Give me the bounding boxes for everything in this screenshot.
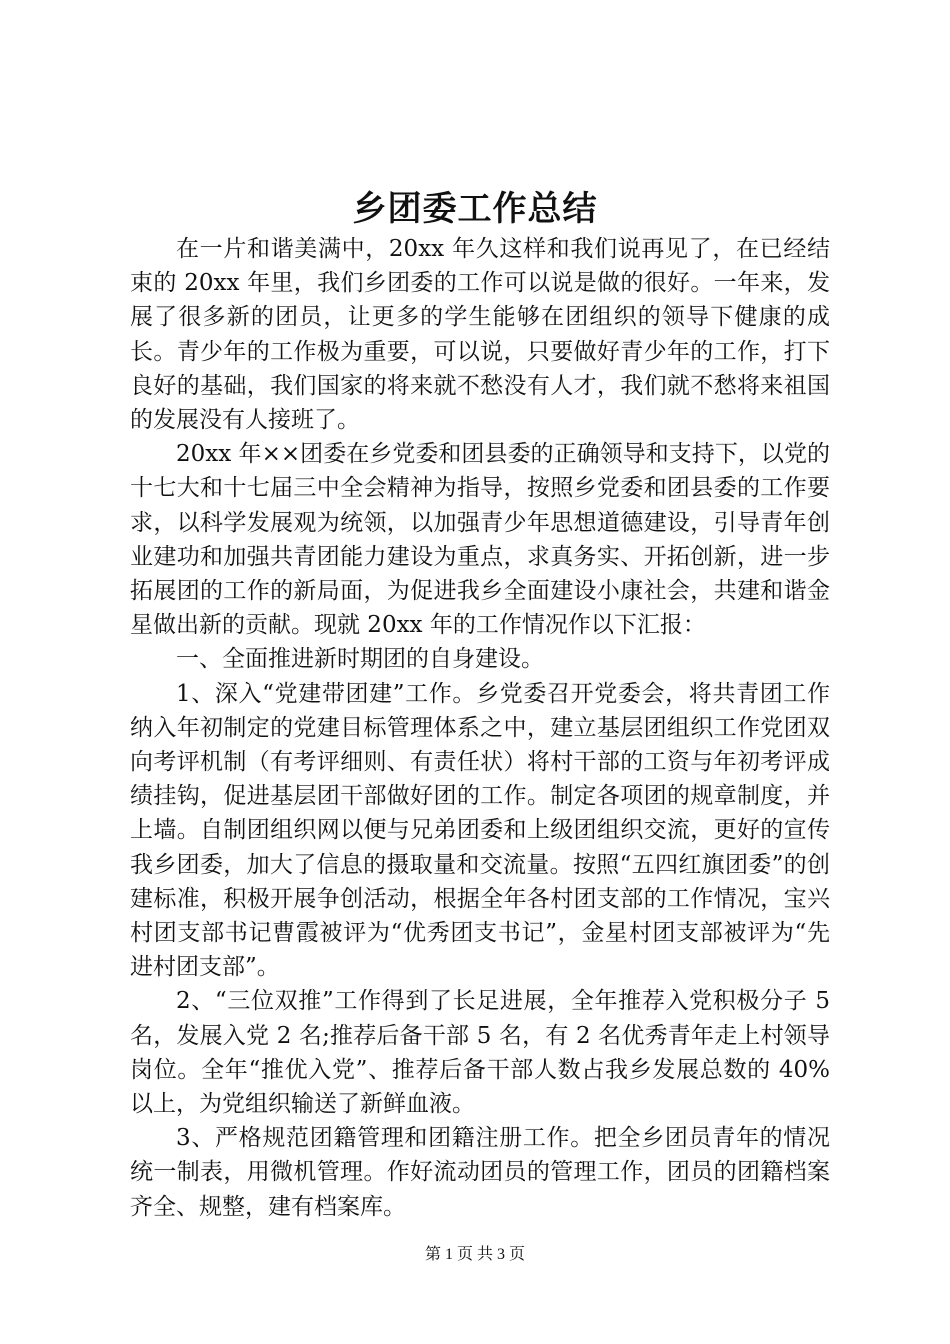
- document-title: 乡团委工作总结: [352, 189, 598, 229]
- paragraph-overview: 20xx 年××团委在乡党委和团县委的正确领导和支持下，以党的十七大和十七届三中全会精神为指导，按照乡党委和团县委的工作要求，以科学发展观为统领，以加强青少年思想道德建设，引导青年创业建功和加强共青团能力建设为重点，求真务实、开拓创新，进一步拓展团的工作的新局面，为促进我乡全面建设小康社会，共建和谐金星做出新的贡献。现就 20xx 年的工作情况作以下汇报：: [130, 441, 830, 639]
- paragraph-item-1: 1、深入“党建带团建”工作。乡党委召开党委会，将共青团工作纳入年初制定的党建目标管理体系之中，建立基层团组织工作党团双向考评机制（有考评细则、有责任状）将村干部的工资与年初考评成绩挂钩，促进基层团干部做好团的工作。制定各项团的规章制度，并上墙。自制团组织网以便与兄弟团委和上级团组织交流，更好的宣传我乡团委，加大了信息的摄取量和交流量。按照“五四红旗团委”的创建标准，积极开展争创活动，根据全年各村团支部的工作情况，宝兴村团支部书记曹霞被评为“优秀团支书记”，金星村团支部被评为“先进村团支部”。: [130, 680, 830, 981]
- page-footer: 第 1 页 共 3 页: [424, 1246, 525, 1263]
- section-heading-1: 一、全面推进新时期团的自身建设。: [176, 646, 544, 673]
- paragraph-intro: 在一片和谐美满中，20xx 年久这样和我们说再见了，在已经结束的 20xx 年里，我们乡团委的工作可以说是做的很好。一年来，发展了很多新的团员，让更多的学生能够在团组织的领导下健康的成长。青少年的工作极为重要，可以说，只要做好青少年的工作，打下良好的基础，我们国家的将来就不愁没有人才，我们就不愁将来祖国的发展没有人接班了。: [130, 236, 830, 434]
- paragraph-item-3: 3、严格规范团籍管理和团籍注册工作。把全乡团员青年的情况统一制表，用微机管理。作好流动团员的管理工作，团员的团籍档案齐全、规整，建有档案库。: [130, 1125, 830, 1220]
- paragraph-item-2: 2、“三位双推”工作得到了长足进展，全年推荐入党积极分子 5 名，发展入党 2 名;推荐后备干部 5 名，有 2 名优秀青年走上村领导岗位。全年“推优入党”、推荐后备干部人数占我乡发展总数的 40%以上，为党组织输送了新鲜血液。: [130, 988, 830, 1118]
- document-body: [130, 232, 830, 1224]
